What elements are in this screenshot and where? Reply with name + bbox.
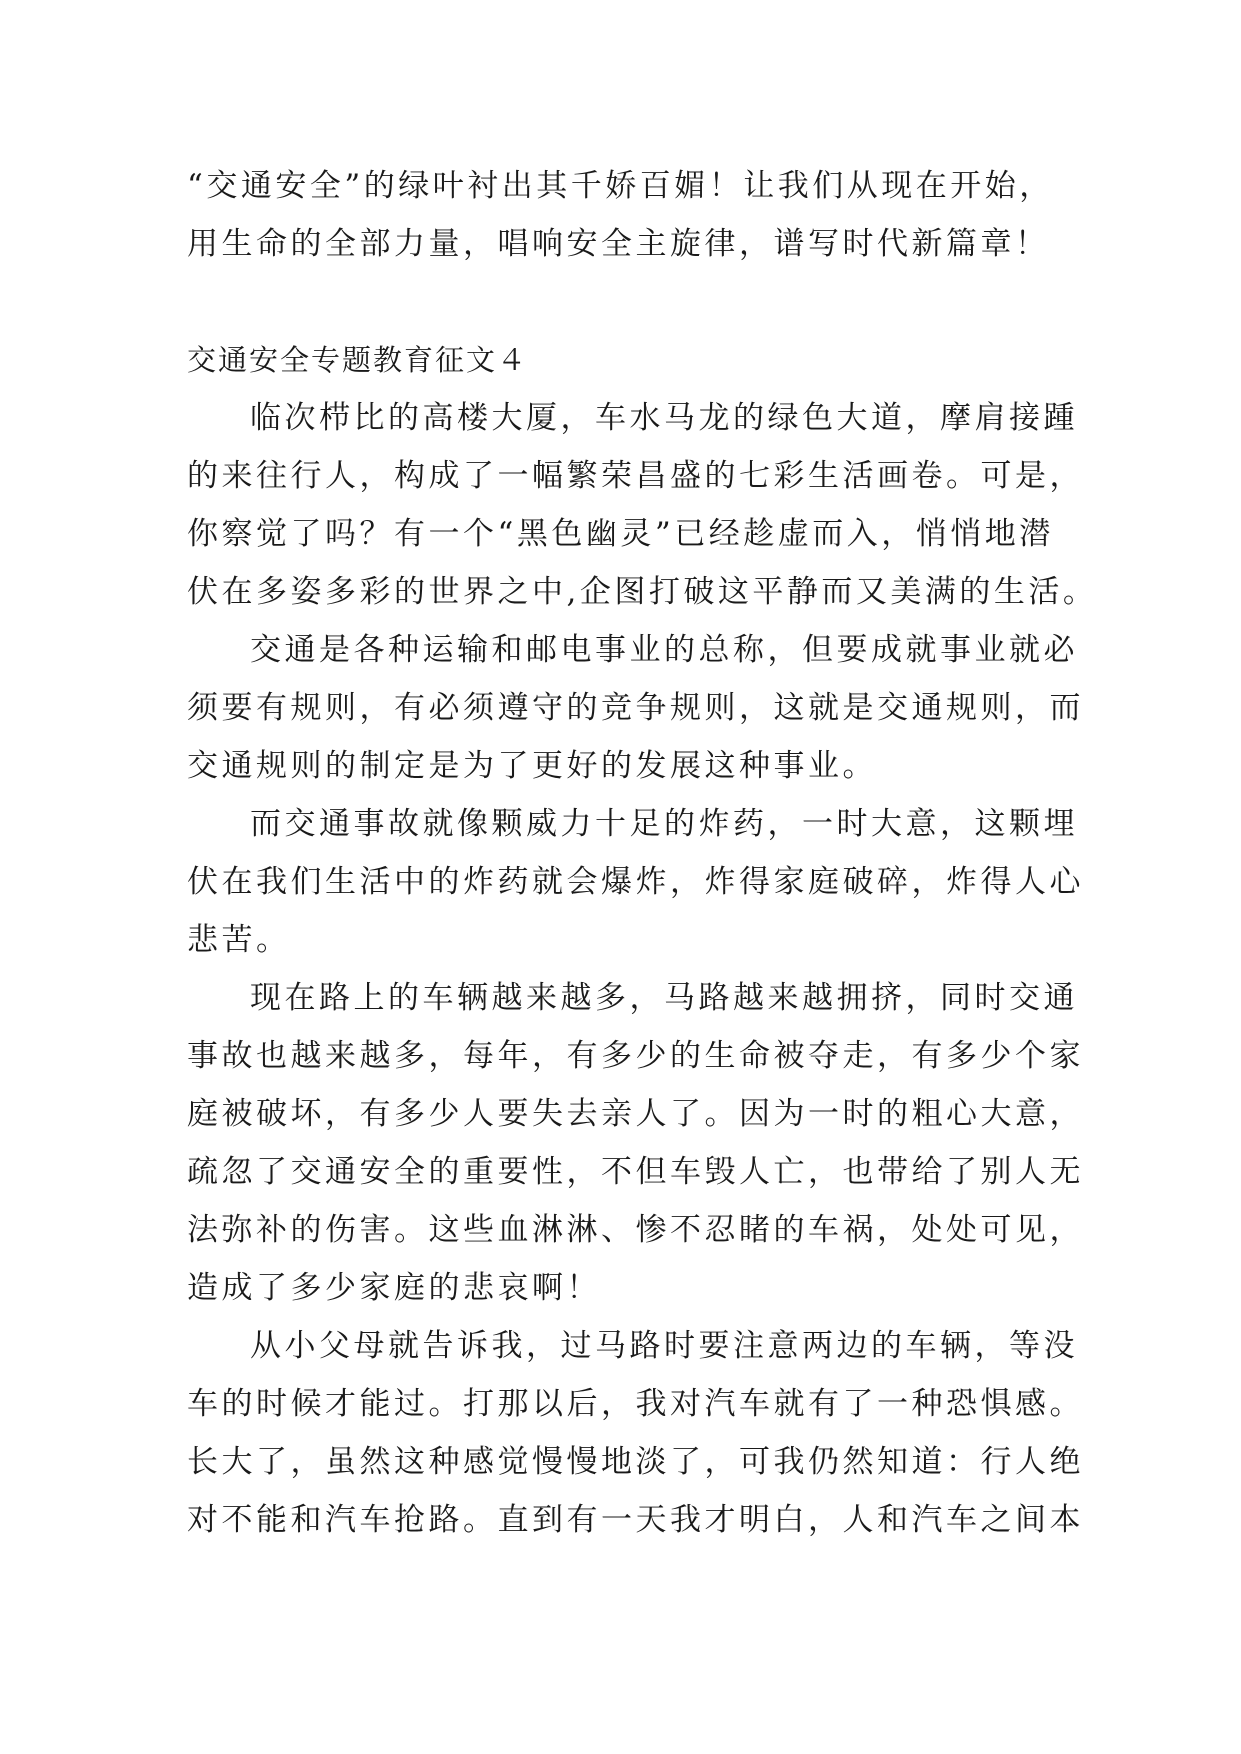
paragraph-4-line-2: 事故也越来越多，每年，有多少的生命被夺走，有多少个家 <box>187 1038 1084 1074</box>
paragraph-3-line-1: 而交通事故就像颗威力十足的炸药，一时大意，这颗埋 <box>250 806 1078 842</box>
paragraph-3-line-2: 伏在我们生活中的炸药就会爆炸，炸得家庭破碎，炸得人心 <box>187 864 1084 900</box>
paragraph-4-line-1: 现在路上的车辆越来越多，马路越来越拥挤，同时交通 <box>250 980 1078 1016</box>
paragraph-1-line-2: 的来往行人，构成了一幅繁荣昌盛的七彩生活画卷。可是， <box>187 458 1084 494</box>
paragraph-1-line-4: 伏在多姿多彩的世界之中,企图打破这平静而又美满的生活。 <box>187 574 1098 610</box>
paragraph-5-line-3: 长大了，虽然这种感觉慢慢地淡了，可我仍然知道：行人绝 <box>187 1444 1084 1480</box>
paragraph-4-line-5: 法弥补的伤害。这些血淋淋、惨不忍睹的车祸，处处可见， <box>187 1212 1084 1248</box>
paragraph-4-line-6: 造成了多少家庭的悲哀啊！ <box>187 1270 601 1306</box>
paragraph-3-line-3: 悲苦。 <box>187 922 291 958</box>
paragraph-5-line-1: 从小父母就告诉我，过马路时要注意两边的车辆，等没 <box>250 1328 1078 1364</box>
paragraph-2-line-3: 交通规则的制定是为了更好的发展这种事业。 <box>187 748 877 784</box>
intro-line-2: 用生命的全部力量，唱响安全主旋律，谱写时代新篇章！ <box>187 226 1050 262</box>
intro-line-1: “交通安全”的绿叶衬出其千娇百媚！让我们从现在开始， <box>187 168 1054 204</box>
section-title: 交通安全专题教育征文４ <box>187 343 529 377</box>
paragraph-1-line-1: 临次栉比的高楼大厦，车水马龙的绿色大道，摩肩接踵 <box>250 400 1078 436</box>
paragraph-5-line-4: 对不能和汽车抢路。直到有一天我才明白，人和汽车之间本 <box>187 1502 1084 1538</box>
paragraph-1-line-3: 你察觉了吗？有一个“黑色幽灵”已经趁虚而入，悄悄地潜 <box>187 516 1054 552</box>
paragraph-2-line-2: 须要有规则，有必须遵守的竞争规则，这就是交通规则，而 <box>187 690 1084 726</box>
paragraph-4-line-4: 疏忽了交通安全的重要性，不但车毁人亡，也带给了别人无 <box>187 1154 1084 1190</box>
paragraph-4-line-3: 庭被破坏，有多少人要失去亲人了。因为一时的粗心大意， <box>187 1096 1084 1132</box>
paragraph-5-line-2: 车的时候才能过。打那以后，我对汽车就有了一种恐惧感。 <box>187 1386 1084 1422</box>
paragraph-2-line-1: 交通是各种运输和邮电事业的总称，但要成就事业就必 <box>250 632 1078 668</box>
